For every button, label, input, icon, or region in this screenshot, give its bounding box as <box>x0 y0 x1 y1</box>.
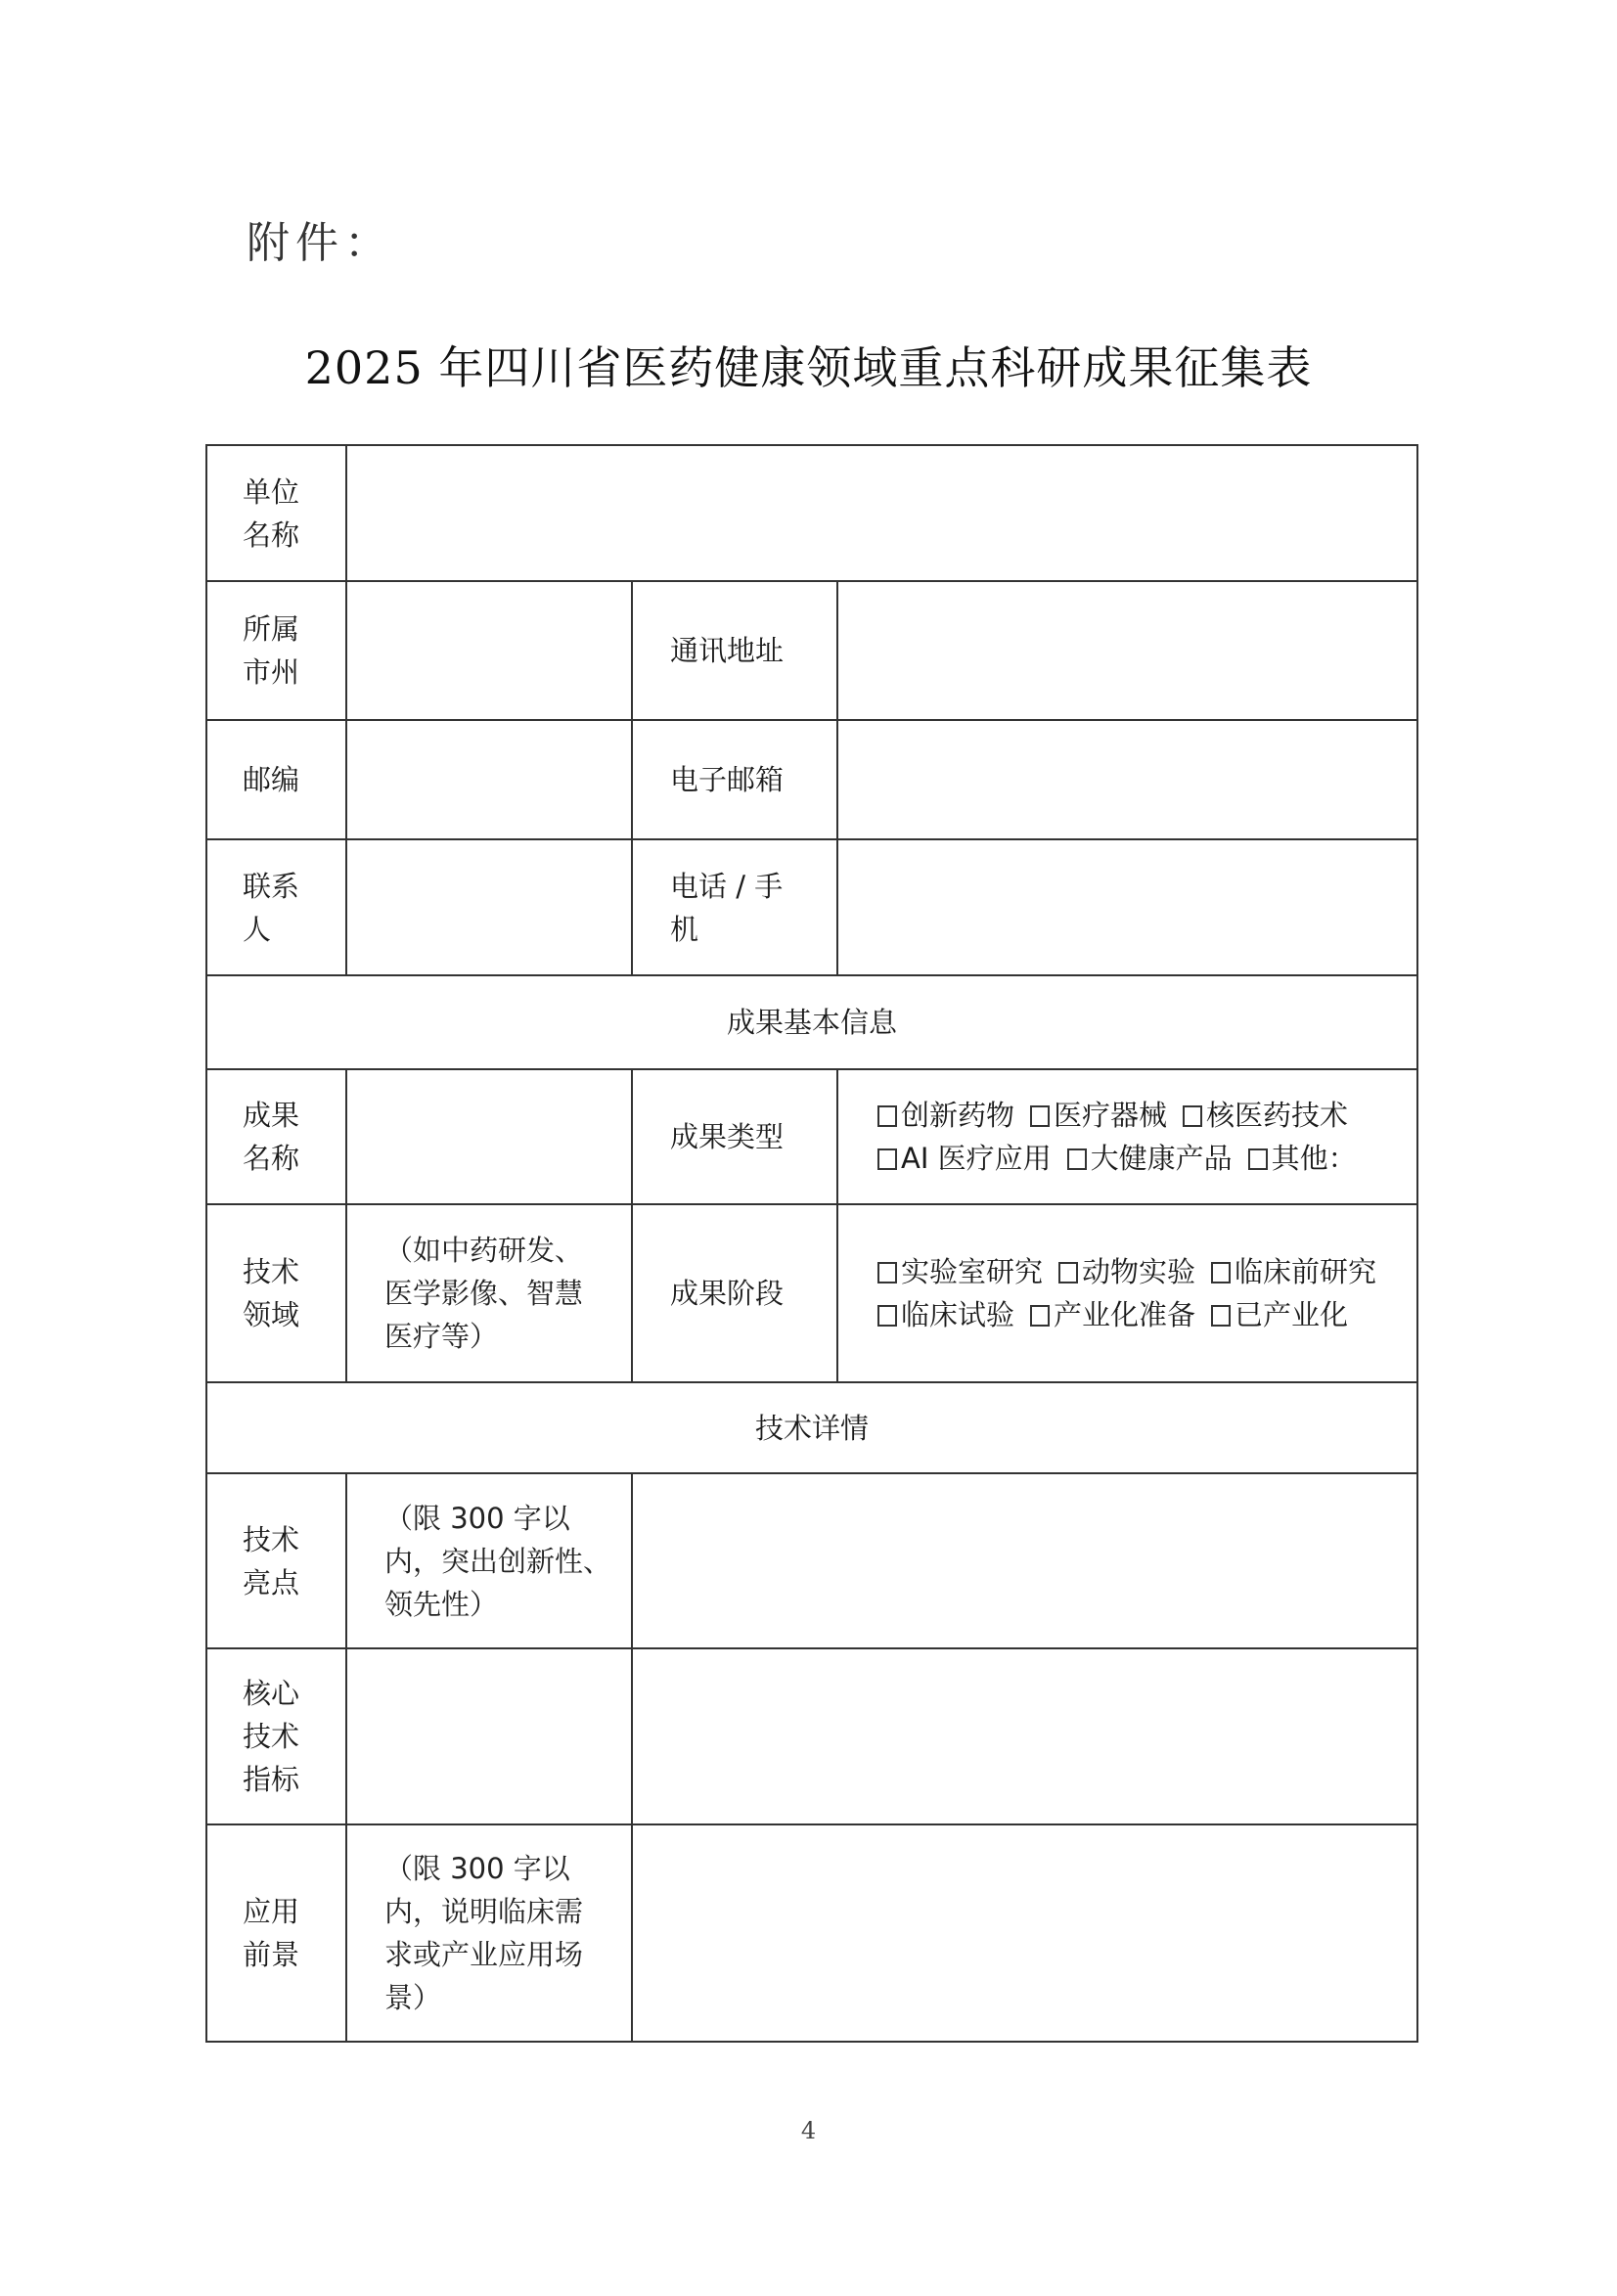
field-phone[interactable] <box>837 839 1417 975</box>
label-achievement-type: 成果类型 <box>632 1069 837 1204</box>
hint-tech-field[interactable]: （如中药研发、 医学影像、智慧 医疗等） <box>346 1204 632 1382</box>
stage-option[interactable] <box>877 1255 1043 1288</box>
stage-option-label: 实验室研究 <box>901 1255 1044 1288</box>
checkbox-icon[interactable] <box>1030 1305 1050 1327</box>
row-core-indicators <box>206 1648 1417 1824</box>
label-tech-field: 技术 领域 <box>206 1204 346 1382</box>
type-option-label: 其他： <box>1271 1142 1357 1175</box>
label-postcode: 邮编 <box>206 720 346 839</box>
field-postcode[interactable] <box>346 720 632 839</box>
stage-option-label: 临床前研究 <box>1235 1255 1377 1288</box>
stage-option[interactable] <box>1211 1298 1348 1331</box>
hint-tech-highlights: （限 300 字以 内，突出创新性、 领先性） <box>346 1473 632 1648</box>
stage-option-label: 动物实验 <box>1082 1255 1196 1288</box>
checkbox-icon[interactable] <box>1067 1148 1087 1170</box>
stage-option[interactable] <box>877 1298 1014 1331</box>
type-option[interactable] <box>1248 1142 1357 1175</box>
row-basic-info-section <box>206 975 1417 1069</box>
stage-option[interactable] <box>1058 1255 1195 1288</box>
section-tech-details: 技术详情 <box>206 1382 1417 1473</box>
row-tech-highlights <box>206 1473 1417 1648</box>
row-postcode-email <box>206 720 1417 839</box>
label-phone: 电话 / 手 机 <box>632 839 837 975</box>
row-unit-name <box>206 445 1417 581</box>
field-achievement-name[interactable] <box>346 1069 632 1204</box>
row-tech-details-section <box>206 1382 1417 1473</box>
checkbox-icon[interactable] <box>1183 1105 1202 1127</box>
checkbox-icon[interactable] <box>1030 1105 1050 1127</box>
field-contact[interactable] <box>346 839 632 975</box>
form-title: 2025 年四川省医药健康领域重点科研成果征集表 <box>304 341 1313 394</box>
attachment-label: 附件： <box>247 218 393 268</box>
checkbox-icon[interactable] <box>1058 1262 1078 1283</box>
stage-option-label: 产业化准备 <box>1054 1298 1196 1331</box>
type-option[interactable] <box>1183 1099 1348 1132</box>
checkbox-icon[interactable] <box>877 1148 897 1170</box>
field-application[interactable] <box>632 1824 1417 2042</box>
label-application: 应用 前景 <box>206 1824 346 2042</box>
type-option[interactable] <box>877 1099 1014 1132</box>
label-tech-highlights: 技术 亮点 <box>206 1473 346 1648</box>
label-email: 电子邮箱 <box>632 720 837 839</box>
row-contact-phone <box>206 839 1417 975</box>
label-achievement-name: 成果 名称 <box>206 1069 346 1204</box>
type-option[interactable] <box>877 1142 1052 1175</box>
field-email[interactable] <box>837 720 1417 839</box>
field-tech-highlights[interactable] <box>632 1473 1417 1648</box>
checkbox-icon[interactable] <box>1211 1305 1231 1327</box>
field-unit-name[interactable] <box>346 445 1417 581</box>
row-city-address <box>206 581 1417 720</box>
checkbox-icon[interactable] <box>877 1305 897 1327</box>
checkbox-icon[interactable] <box>1248 1148 1268 1170</box>
type-option-label: AI 医疗应用 <box>901 1142 1052 1175</box>
stage-option[interactable] <box>1030 1298 1195 1331</box>
label-achievement-stage: 成果阶段 <box>632 1204 837 1382</box>
section-basic-info: 成果基本信息 <box>206 975 1417 1069</box>
type-option-label: 医疗器械 <box>1054 1099 1168 1132</box>
type-option-label: 创新药物 <box>901 1099 1015 1132</box>
achievement-stage-options <box>837 1204 1417 1382</box>
field-core-indicators-note[interactable] <box>346 1648 632 1824</box>
row-achievement-name-type <box>206 1069 1417 1204</box>
stage-option[interactable] <box>1211 1255 1376 1288</box>
label-city: 所属 市州 <box>206 581 346 720</box>
field-city[interactable] <box>346 581 632 720</box>
type-option-label: 大健康产品 <box>1090 1142 1233 1175</box>
stage-option-label: 临床试验 <box>901 1298 1015 1331</box>
type-option[interactable] <box>1067 1142 1233 1175</box>
label-unit-name: 单位 名称 <box>206 445 346 581</box>
type-option[interactable] <box>1030 1099 1167 1132</box>
field-address[interactable] <box>837 581 1417 720</box>
checkbox-icon[interactable] <box>877 1105 897 1127</box>
checkbox-icon[interactable] <box>1211 1262 1231 1283</box>
label-address: 通讯地址 <box>632 581 837 720</box>
stage-option-label: 已产业化 <box>1235 1298 1349 1331</box>
label-core-indicators: 核心 技术 指标 <box>206 1648 346 1824</box>
achievement-type-options <box>837 1069 1417 1204</box>
page-number: 4 <box>800 2117 817 2144</box>
row-application <box>206 1824 1417 2042</box>
type-option-label: 核医药技术 <box>1206 1099 1349 1132</box>
hint-application: （限 300 字以 内，说明临床需 求或产业应用场 景） <box>346 1824 632 2042</box>
label-contact: 联系 人 <box>206 839 346 975</box>
checkbox-icon[interactable] <box>877 1262 897 1283</box>
field-core-indicators[interactable] <box>632 1648 1417 1824</box>
collection-form-table <box>205 444 1418 2043</box>
row-tech-field-stage <box>206 1204 1417 1382</box>
